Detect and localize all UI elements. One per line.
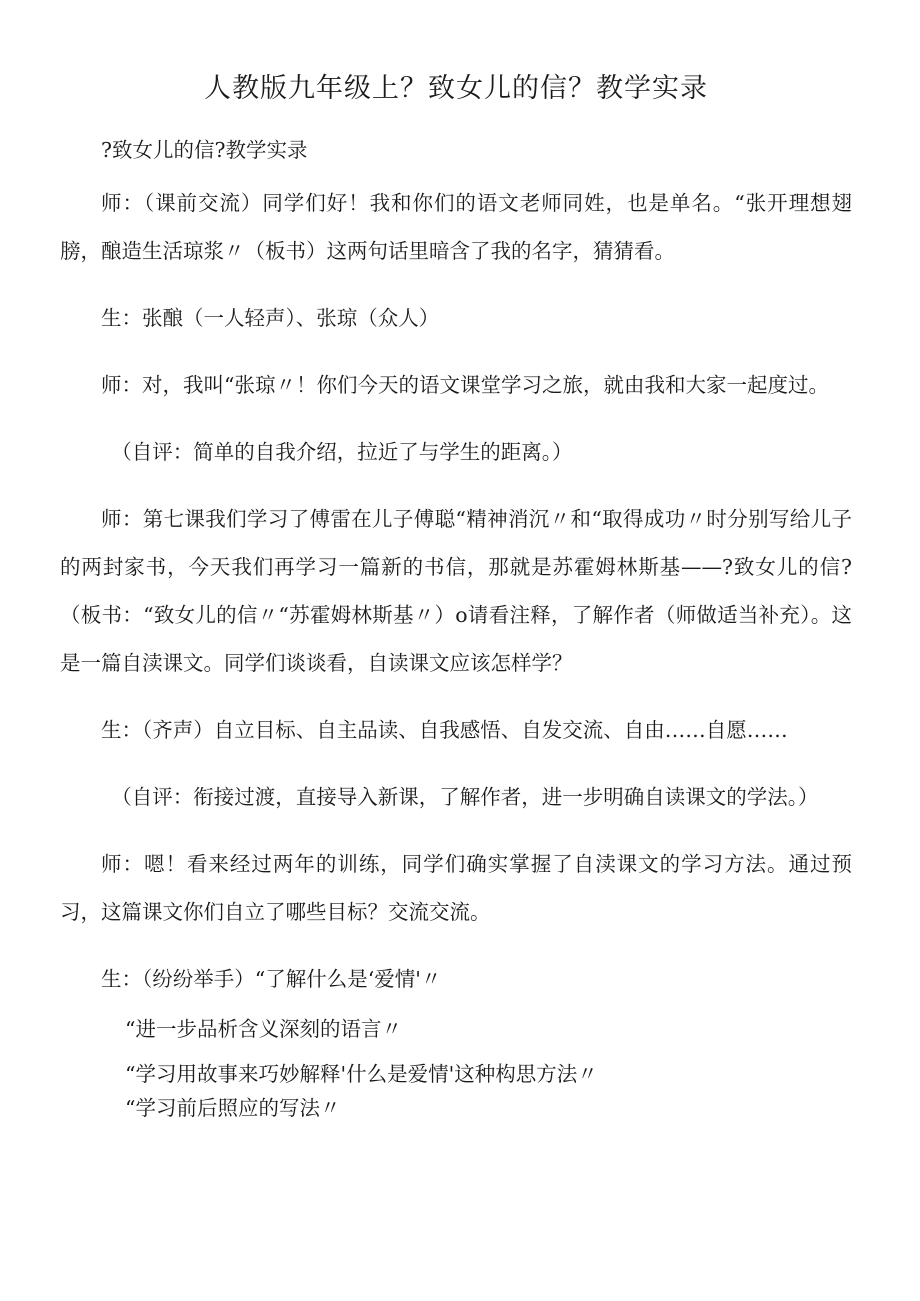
paragraph-teacher-lesson7: 师：第七课我们学习了傅雷在儿子傅聪“精神消沉〃和“取得成功〃时分别写给儿子的两封家书，今天我们再学习一篇新的书信，那就是苏霍姆林斯基——?致女儿的信?（板书：“致女儿的信〃“苏霍姆林斯基〃）o请看注释，了解作者（师做适当补充）。这是一篇自渎课文。同学们谈谈看，自读课文应该怎样学？ [60,507,852,675]
paragraph-student-guess: 生：张酿（一人轻声）、张琼（众人） [101,306,440,330]
paragraph-teacher-name: 师：对，我叫“张琼〃！你们今天的语文课堂学习之旅，就由我和大家一起度过。 [101,373,829,397]
paragraph-student-goals: 生：（纷纷举手）“了解什么是‘爱情'〃 [101,967,442,991]
document-page [60,66,852,1125]
lesson-subtitle: ?致女儿的信?教学实录 [101,138,308,162]
goal-quote-1: “进一步品析含义深刻的语言〃 [125,1017,402,1041]
paragraph-student-method: 生：（齐声）自立目标、自主品读、自我感悟、自发交流、自由……自愿…… [101,718,788,742]
paragraph-self-comment-1: （自评：简单的自我介绍，拉近了与学生的距离。） [111,440,573,464]
goal-quote-3: “学习前后照应的写法〃 [125,1096,341,1120]
paragraph-teacher-intro: 师：（课前交流）同学们好！我和你们的语文老师同姓，也是单名。“张开理想翅膀，酿造生活琼浆〃（板书）这两句话里暗含了我的名字，猜猜看。 [60,191,852,263]
paragraph-self-comment-2: （自评：衔接过渡，直接导入新课，了解作者，进一步明确自读课文的学法。） [111,785,819,809]
document-title: 人教版九年级上？致女儿的信？教学实录 [204,73,708,104]
goal-quote-2: “学习用故事来巧妙解释'什么是爱情'这种构思方法〃 [125,1062,598,1086]
paragraph-teacher-goals: 师：嗯！看来经过两年的训练，同学们确实掌握了自渎课文的学习方法。通过预习，这篇课文你们自立了哪些目标？交流交流。 [60,852,852,924]
